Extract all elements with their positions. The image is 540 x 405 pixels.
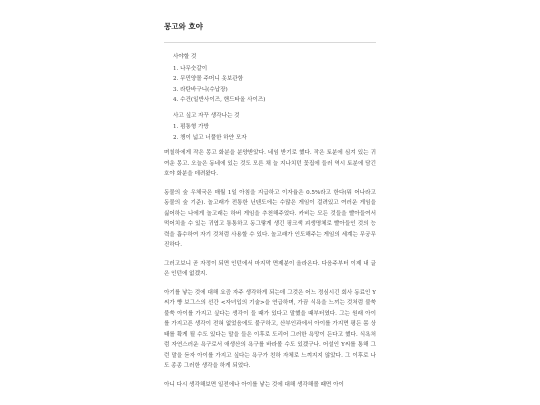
paragraph: 아니 다시 생각해보면 일전에나 아이를 낳는 것에 대해 생각해볼 때면 아이 <box>164 381 344 388</box>
buy-list-heading: 사야할 것 <box>173 54 197 60</box>
buy-list <box>173 52 376 106</box>
post-title: 몽고와 호야 <box>164 22 203 31</box>
list-item: 1. 펌통형 가방 <box>173 124 209 130</box>
think-list-heading: 사고 싶고 자꾸 생각나는 것 <box>173 112 240 119</box>
paragraph: 그러고보니 곧 자정이 되면 인턴에서 마지막 면제분이 올라온다. 다음주부터 이제 내 글은 인턴에 없겠지. <box>164 260 376 277</box>
list-item: 2. 무민양몰 주머니 옷보관함 <box>173 76 244 82</box>
list-item: 4. 수건(일반사이즈, 핸드타올 사이즈) <box>173 97 266 103</box>
paragraph: 며칠하에게 작은 몽고 화분을 분양받았다. 네임 받기로 했다. 작은 토분에 심겨 있는 귀여운 몽고. 오늘은 동네에 있는 것도 모른 채 늘 지나치던 꽃집에 들러 역시 토분에 담긴 호야 화분을 데려왔다. <box>164 150 376 177</box>
post-content <box>164 22 376 398</box>
title-divider <box>164 42 376 43</box>
list-item: 1. 나무숫갈이 <box>173 65 208 72</box>
list-item: 2. 챙이 넓고 너풀한 하얀 모자 <box>173 134 247 141</box>
list-item: 3. 라탄바구니(수납장) <box>173 86 228 93</box>
think-list <box>173 111 376 144</box>
paragraph: 동물의 숲 우체국은 매월 1일 아침을 지급하고 이자율은 0.5%라고 한다(뭐 어나라고 동물의 숲 기준). 놀고래가 전통한 닌텐도에는 수많은 게임이 걸려있고 여러운 게임을 싫어하는 나에게 놀고래는 하버 게임을 추천해주었다. 카비는 모든 것들을 빨아들여서 먹어치울 수 있는 귀엽고 통통하고 동그랗게 생긴 핑크색 괴생명체로 빨아들인 것의 능력을 흡수하여 자기 것처럼 사용할 수 있다. 놀고래가 인도해주는 게임의 세계는 무궁무진하다. <box>164 189 376 248</box>
paragraph: 아기를 낳는 것에 대해 요즘 자주 생각하게 되는데 그것은 어느 정심시긴 회사 동료인 Y씨가 빵 보그스의 선간 <자녀입의 기술>을 연급하며, 가끔 식욕을 느끼는 것처럼 불쑥불쑥 아이를 가지고 싶다는 생각이 들 때가 있다고 말했을 때부터였다. 그는 원래 아이를 가지고픈 생각이 전혀 없었음에도 불구하고, 산부인과에서 아이를 가지면 평든 몸 상태를 확게 될 수도 있다는 말을 들은 이후로 도리어 그러한 욕망이 든다고 했다. 식욕처럼 자연스러운 욕구로서 애생산의 욕구를 바라볼 수도 있겠구나. 어설인 Y씨를 통해 그런 말을 듣자 아이를 가지고 싶다는 욕구가 친하 자체로 느껴지지 않았다. 그 이후로 나도 종종 그러한 생각을 하게 되었다. <box>164 289 376 369</box>
